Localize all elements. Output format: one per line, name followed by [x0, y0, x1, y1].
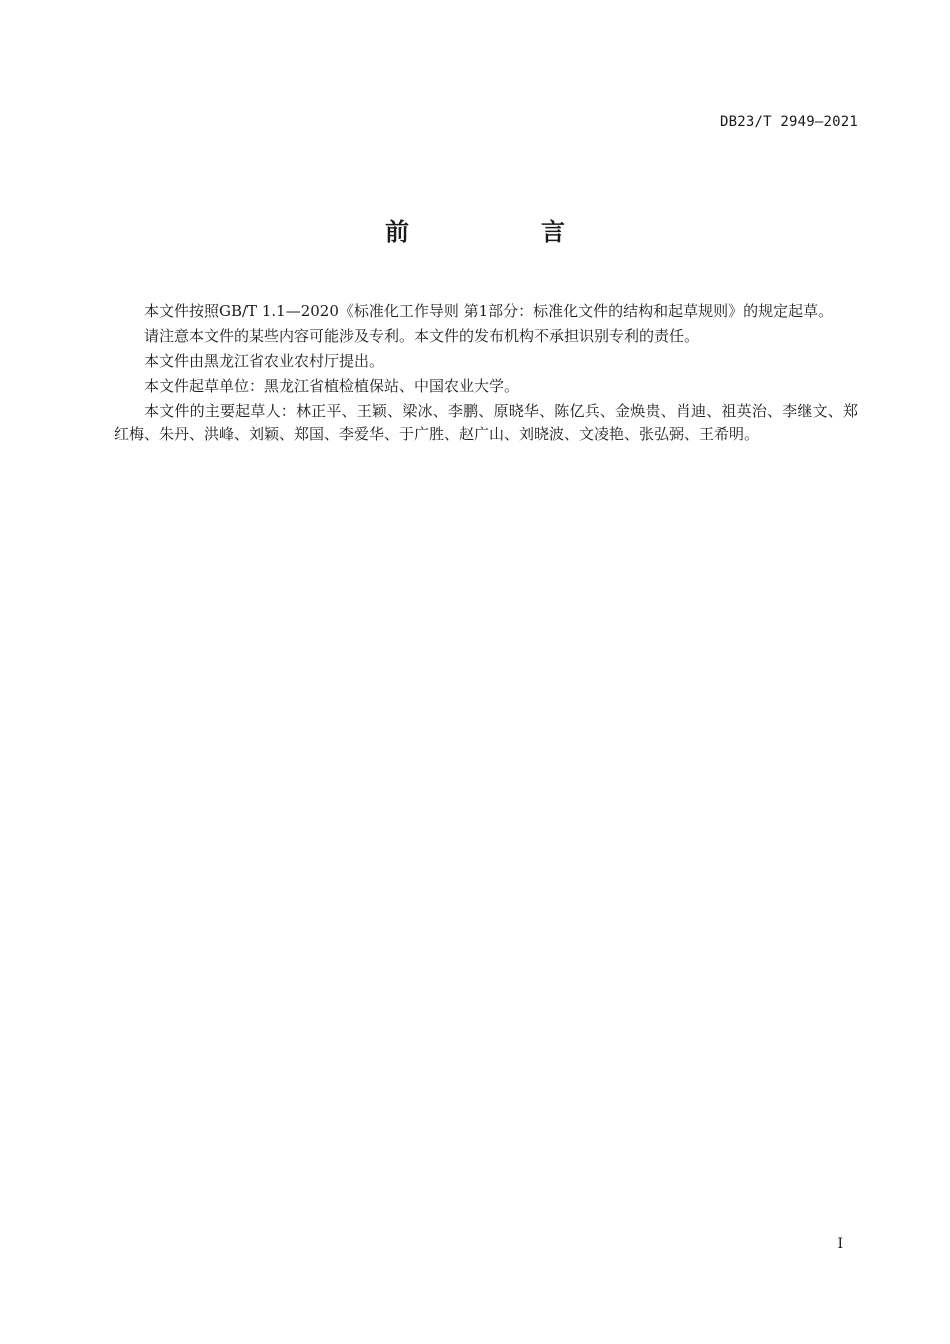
foreword-body [114, 300, 858, 448]
paragraph-drafting-units: 本文件起草单位：黑龙江省植检植保站、中国农业大学。 [144, 377, 520, 395]
paragraph-patent-notice: 请注意本文件的某些内容可能涉及专利。本文件的发布机构不承担识别专利的责任。 [144, 327, 700, 345]
document-code: DB23/T 2949—2021 [719, 114, 858, 130]
paragraph-proposer: 本文件由黑龙江省农业农村厅提出。 [144, 352, 385, 370]
paragraph-standard-basis: 本文件按照GB/T 1.1—2020《标准化工作导则 第1部分：标准化文件的结构和起草规则》的规定起草。 [144, 302, 834, 320]
page-number: I [837, 1236, 843, 1252]
page-title: 前 言 [385, 218, 619, 246]
paragraph-drafters: 本文件的主要起草人：林正平、王颖、梁冰、李鹏、原晓华、陈亿兵、金焕贵、肖迪、祖英治、李继文、郑红梅、朱丹、洪峰、刘颖、郑国、李爱华、于广胜、赵广山、刘晓波、文凌艳、张弘弼、王希明。 [114, 402, 858, 443]
